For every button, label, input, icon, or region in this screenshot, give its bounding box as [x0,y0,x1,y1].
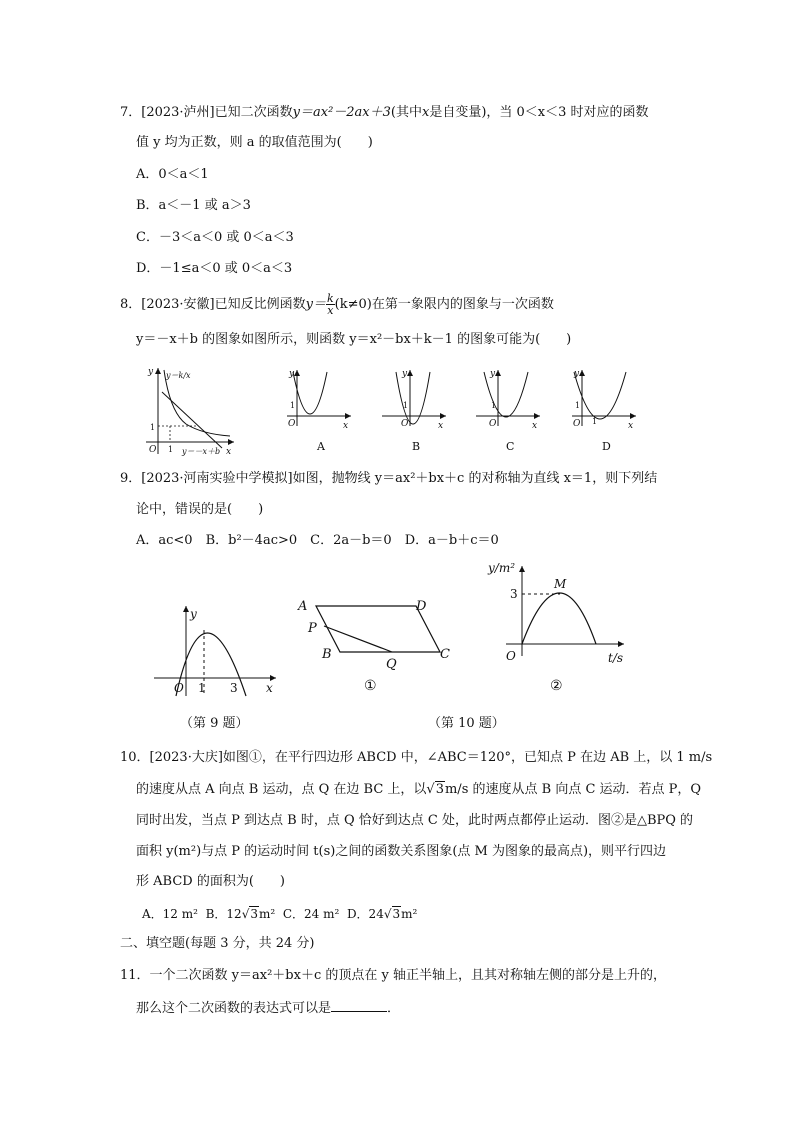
q8-b-y: y [402,369,408,379]
q9-caption: （第 9 题） [180,716,249,731]
q9-fig-o: O [174,681,184,695]
q8-b-x: x [438,421,444,431]
q9-fig-three: 3 [230,681,238,695]
q7-stem-suffix: 是自变量)，当 0＜x＜3 时对应的函数 [429,105,649,120]
q10-option-c: C．24 m² [282,907,340,921]
q8-stem-line1 [120,292,554,318]
q7-option-a: A．0＜a＜1 [136,167,209,182]
q9-options: A．ac<0 B．b²－4ac>0 C．2a－b＝0 D．a－b＋c＝0 [136,533,499,548]
q9-stem-line2: 论中，错误的是( ) [136,502,264,517]
q7-stem-prefix: 7．[2023·泸州]已知二次函数 [120,105,293,120]
q8-choice-b [380,366,450,456]
q8-a-y: y [289,369,295,379]
q10-fig2-m: M [554,577,567,591]
q8-b-label: B [412,440,421,453]
q9-fig-x: x [266,681,273,695]
q10-line2-part2: m/s 的速度从点 B 向点 C 运动．若点 P，Q [444,782,702,797]
q10-fig2-three: 3 [510,587,518,601]
q10-fig2-x: t/s [608,651,624,665]
q11-line2-end: ． [387,1001,401,1016]
q8-c-x: x [532,421,538,431]
q11-answer-blank[interactable] [331,999,387,1012]
q10-option-d-unit: m² [401,907,418,921]
q10-line2-part1: 的速度从点 A 向点 B 运动，点 Q 在边 BC 上，以 [136,782,427,797]
q8-d-x: x [628,421,634,431]
q9-figure [150,600,280,700]
q10-fig1-p: P [308,621,317,636]
q7-stem-line1 [120,104,649,122]
q7-function: y＝ax²－2ax＋3 [292,105,391,120]
q10-fig1-a: A [298,599,308,614]
q9-stem-line1: 9．[2023·河南实验中学模拟]如图，抛物线 y＝ax²＋bx＋c 的对称轴为直线 x＝1，则下列结 [120,471,658,486]
q7-stem-line2: 值 y 均为正数，则 a 的取值范围为( ) [136,135,373,150]
q10-fig1-q: Q [386,657,397,672]
q10-figure-2 [484,556,634,696]
q8-a-o: O [288,419,296,429]
q10-figure-1 [292,590,462,700]
q10-stem-line5: 形 ABCD 的面积为( ) [136,874,285,889]
q8-choice-a [285,366,355,456]
q8-stem-suffix: (k≠0)在第一象限内的图象与一次函数 [334,297,554,312]
q10-option-b-unit: m² [258,907,276,921]
q7-option-c: C．－3＜a＜0 或 0＜a＜3 [136,230,294,245]
q8-a-x: x [343,421,349,431]
q8-c-label: C [506,440,515,453]
q10-stem-line3: 同时出发，当点 P 到达点 B 时，点 Q 恰好到达点 C 处，此时两点都停止运动．图②是△BPQ 的 [136,813,694,828]
q8-d-o: O [573,419,581,429]
q8-d-one-x: 1 [592,417,598,426]
q10-fig1-b: B [322,647,332,662]
q10-fig1-c: C [440,647,450,662]
section-fill-in-title: 二、填空题(每题 3 分，共 24 分) [120,936,315,951]
q10-option-d-pre: D．24 [346,907,384,921]
q10-option-b-sqrt: 3 [250,907,258,921]
q10-fig1-d: D [416,599,427,614]
q8-fig-o: O [149,445,157,455]
q8-fig-k-label: y＝k/x [166,371,191,380]
q8-fig-y: y [148,367,154,377]
q10-option-b-pre: B．12 [205,907,242,921]
q10-fig2-label: ② [550,678,563,694]
q8-a-label: A [317,440,325,453]
q8-c-one: 1 [491,401,497,410]
q8-choice-c [474,366,544,456]
q7-stem-mid: (其中 [390,105,422,120]
q10-caption: （第 10 题） [428,716,505,731]
q8-choice-d [570,366,640,456]
q8-fig-one-y: 1 [150,423,156,432]
q10-option-d-sqrt: 3 [392,907,401,921]
q8-frac-den: x [327,304,334,317]
q10-options: A．12 m² B．12√3m² C．24 m² D．24√3m² [142,907,418,921]
q9-fig-y: y [190,607,197,621]
q7-option-d: D．－1≤a＜0 或 0＜a＜3 [136,261,293,276]
q8-given-figure [142,362,238,458]
q11-stem-line2 [136,999,400,1018]
q8-d-y: y [574,369,580,379]
q8-b-o: O [401,419,409,429]
q10-option-a: A．12 m² [142,907,198,921]
q11-stem-line1: 11．一个二次函数 y＝ax²＋bx＋c 的顶点在 y 轴正半轴上，且其对称轴左侧的部分是上升的， [120,968,666,983]
q8-c-y: y [490,369,496,379]
q8-c-o: O [489,419,497,429]
q8-stem-prefix: 8．[2023·安徽]已知反比例函数 [120,297,306,312]
q8-fig-x: x [226,447,232,457]
q10-sqrt3: 3 [435,782,444,797]
q10-stem-line1: 10．[2023·大庆]如图①，在平行四边形 ABCD 中，∠ABC＝120°，已知点 P 在边 AB 上，以 1 m/s [120,750,713,765]
q8-b-one: 1 [403,401,409,410]
q8-fig-one-x: 1 [168,445,174,454]
q10-fig1-label: ① [364,678,377,694]
q8-fig-line-label: y＝－x＋b [182,447,221,456]
q10-fig2-o: O [506,649,516,663]
q8-frac-num: k [327,292,334,305]
q10-fig2-y: y/m² [488,561,516,575]
q9-fig-one: 1 [198,681,206,695]
q8-d-one: 1 [575,401,581,410]
q7-option-b: B．a＜－1 或 a＞3 [136,198,251,213]
q7-variable: x [421,105,430,120]
q8-a-one: 1 [290,401,296,410]
q10-stem-line4: 面积 y(m²)与点 P 的运动时间 t(s)之间的函数关系图象(点 M 为图象的最高点)，则平行四边 [136,844,667,859]
q10-stem-line2: 的速度从点 A 向点 B 运动，点 Q 在边 BC 上，以√3m/s 的速度从点 B 向点 C 运动．若点 P，Q [136,782,702,797]
q8-stem-line2: y＝－x＋b 的图象如图所示，则函数 y＝x²－bx＋k－1 的图象可能为( ) [136,332,572,347]
q11-line2-text: 那么这个二次函数的表达式可以是 [136,1001,332,1016]
q8-y-eq: y＝ [305,297,326,312]
q8-d-label: D [602,440,611,453]
q8-fraction [326,293,335,316]
